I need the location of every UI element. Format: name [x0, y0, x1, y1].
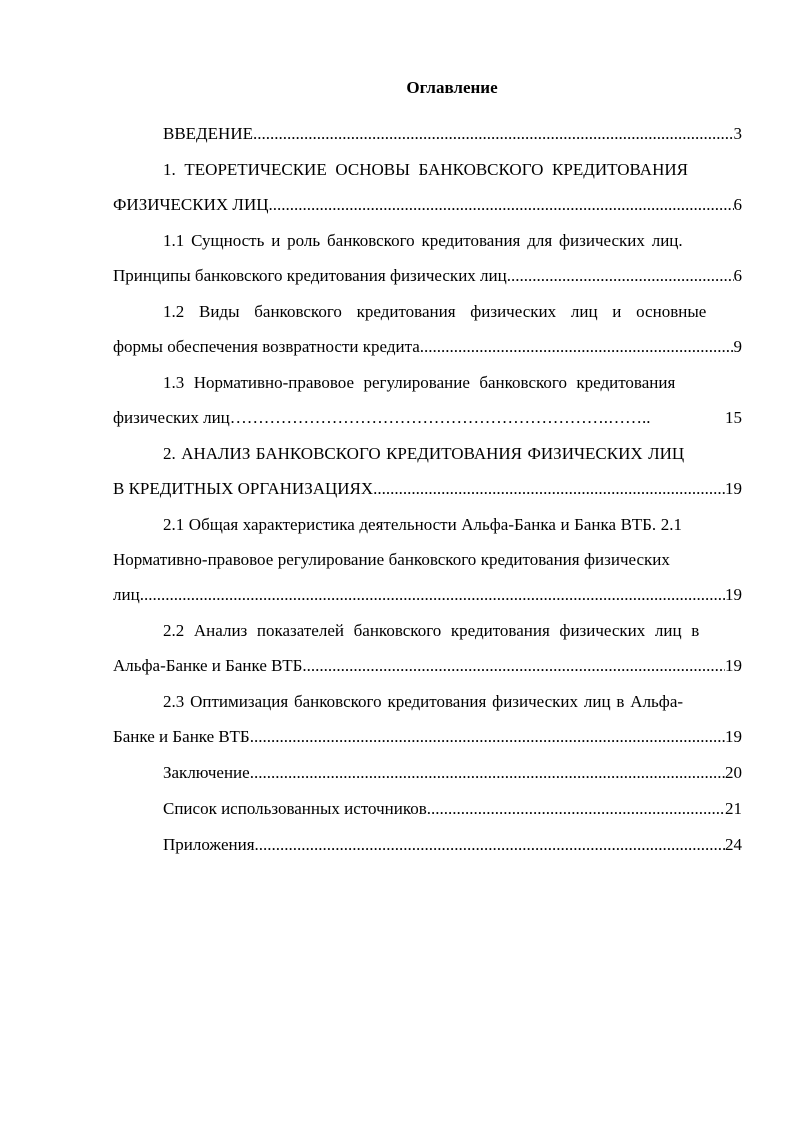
toc-entry-label-line1: 1.3 Нормативно-правовое регулирование банковского кредитования [163, 373, 676, 392]
dot-leader [253, 116, 734, 151]
toc-entry-label-line2: Банке и Банке ВТБ [113, 727, 250, 746]
toc-page-number: 3 [733, 124, 742, 143]
toc-entry-label-line1: 1.2 Виды банковского кредитования физических лиц и основные [163, 302, 707, 321]
toc-page-number: 20 [725, 763, 742, 782]
toc-entry-label: Список использованных источников [163, 799, 427, 818]
toc-title: Оглавление [406, 78, 498, 97]
toc-entry-label-line1: 2.3 Оптимизация банковского кредитования физических лиц в Альфа- [163, 692, 684, 711]
toc-entry-section-2-1[interactable] [113, 507, 742, 612]
toc-entry-label-line2: В КРЕДИТНЫХ ОРГАНИЗАЦИЯХ [113, 479, 374, 498]
toc-entry-section-1-2[interactable] [113, 294, 742, 364]
toc-entry-label-line1: 2. АНАЛИЗ БАНКОВСКОГО КРЕДИТОВАНИЯ ФИЗИЧЕСКИХ ЛИЦ [163, 444, 685, 463]
toc-entry-label: Заключение [163, 763, 250, 782]
dot-leader [140, 577, 725, 612]
toc-page-number: 19 [725, 656, 742, 675]
toc-entry-chapter-2[interactable] [113, 436, 742, 506]
toc-entry-label-line3: лиц [113, 585, 140, 604]
dot-leader [250, 755, 725, 790]
toc-page-number: 24 [725, 835, 742, 854]
toc-entry-label: ВВЕДЕНИЕ [163, 124, 253, 143]
toc-entry-label: Приложения [163, 835, 255, 854]
dot-leader [420, 329, 734, 364]
toc-entry-section-1-3[interactable] [113, 365, 742, 435]
dot-leader [507, 258, 734, 293]
dot-leader [302, 648, 725, 683]
toc-page-number: 21 [725, 799, 742, 818]
toc-entry-label-line1: 2.1 Общая характеристика деятельности Альфа-Банка и Банка ВТБ. 2.1 [163, 515, 682, 534]
toc-page-number: 19 [725, 585, 742, 604]
toc-entry-conclusion[interactable] [113, 755, 742, 790]
toc-entry-label-line2: формы обеспечения возвратности кредита [113, 337, 420, 356]
toc-entry-sources[interactable] [113, 791, 742, 826]
toc-page-number: 9 [733, 337, 742, 356]
toc-entry-label-line2: Альфа-Банке и Банке ВТБ [113, 656, 303, 675]
toc-entry-section-2-2[interactable] [113, 613, 742, 683]
toc-entry-label-line1: 2.2 Анализ показателей банковского кредитования физических лиц в [163, 621, 700, 640]
toc-entry-label-line2: ФИЗИЧЕСКИХ ЛИЦ [113, 195, 269, 214]
dot-leader [255, 827, 725, 862]
toc-entry-appendix[interactable] [113, 827, 742, 862]
toc-page-number: 6 [733, 266, 742, 285]
toc-entry-chapter-1[interactable] [113, 152, 742, 222]
toc-page-number: 6 [733, 195, 742, 214]
table-of-contents [113, 116, 742, 863]
toc-page-number: 19 [725, 479, 742, 498]
dot-leader [269, 187, 734, 222]
toc-page-number: 19 [725, 727, 742, 746]
toc-entry-label-line2: физических лиц………………………………………………………….…….. [113, 408, 651, 427]
dot-leader [373, 471, 725, 506]
toc-entry-section-1-1[interactable] [113, 223, 742, 293]
dot-leader [250, 719, 725, 754]
toc-page-number: 15 [725, 408, 742, 427]
toc-entry-introduction[interactable] [113, 116, 742, 151]
toc-entry-label-line2: Принципы банковского кредитования физических лиц [113, 266, 507, 285]
toc-entry-label-line1: 1.1 Сущность и роль банковского кредитования для физических лиц. [163, 231, 683, 250]
toc-entry-label-line2: Нормативно-правовое регулирование банковского кредитования физических [113, 550, 670, 569]
toc-entry-label-line1: 1. ТЕОРЕТИЧЕСКИЕ ОСНОВЫ БАНКОВСКОГО КРЕДИТОВАНИЯ [163, 160, 688, 179]
dot-leader [427, 791, 725, 826]
toc-entry-section-2-3[interactable] [113, 684, 742, 754]
